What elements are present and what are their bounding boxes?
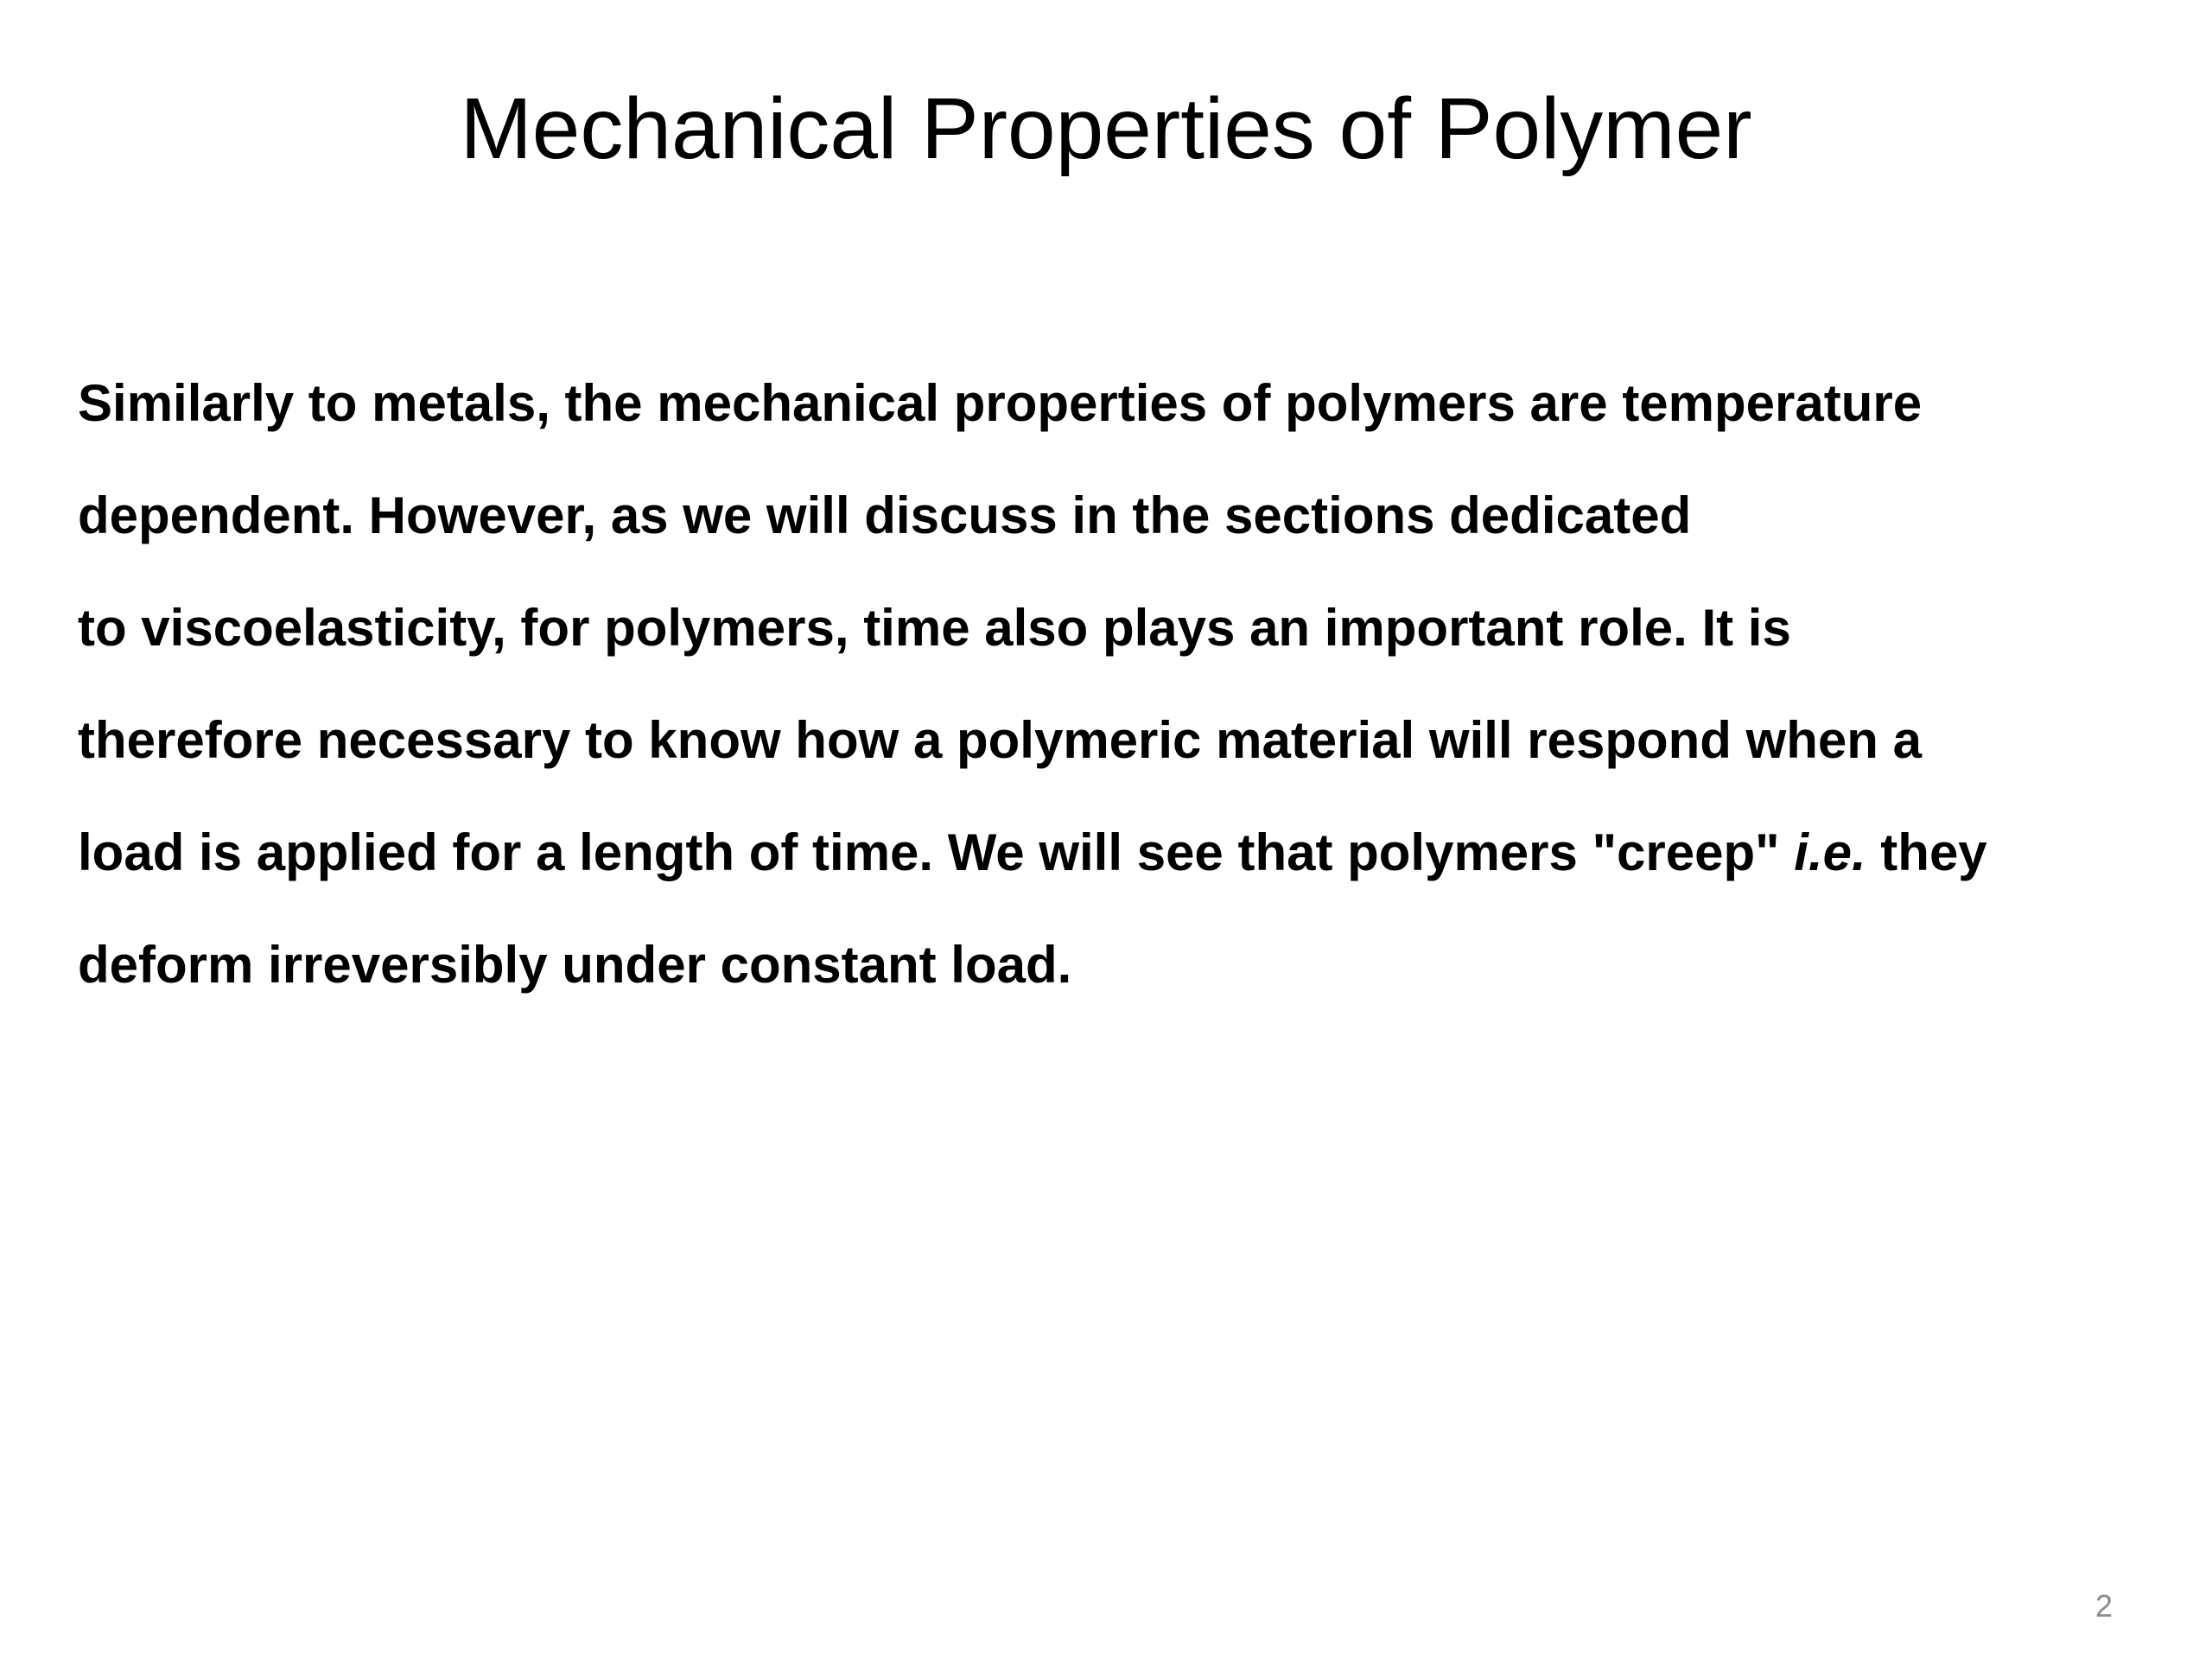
body-line-5-text-before: load is applied for a length of time. We will see that polymers "creep" [78,823,1795,881]
body-line-5-italic-abbreviation: i.e. [1794,823,1866,881]
slide-body [78,347,2152,1021]
body-line-5 [78,797,2152,909]
page-number: 2 [2094,1588,2113,1624]
body-line-3: to viscoelasticity, for polymers, time also plays an important role. It is [78,599,1791,657]
slide-title: Mechanical Properties of Polymer [460,80,1752,177]
body-line-2: dependent. However, as we will discuss in the sections dedicated [78,486,1692,544]
body-line-6: deform irreversibly under constant load. [78,936,1072,994]
body-line-1: Similarly to metals, the mechanical properties of polymers are temperature [78,374,1923,432]
body-line-5-text-after: they [1866,823,1987,881]
body-line-4: therefore necessary to know how a polymeric material will respond when a [78,711,1922,769]
